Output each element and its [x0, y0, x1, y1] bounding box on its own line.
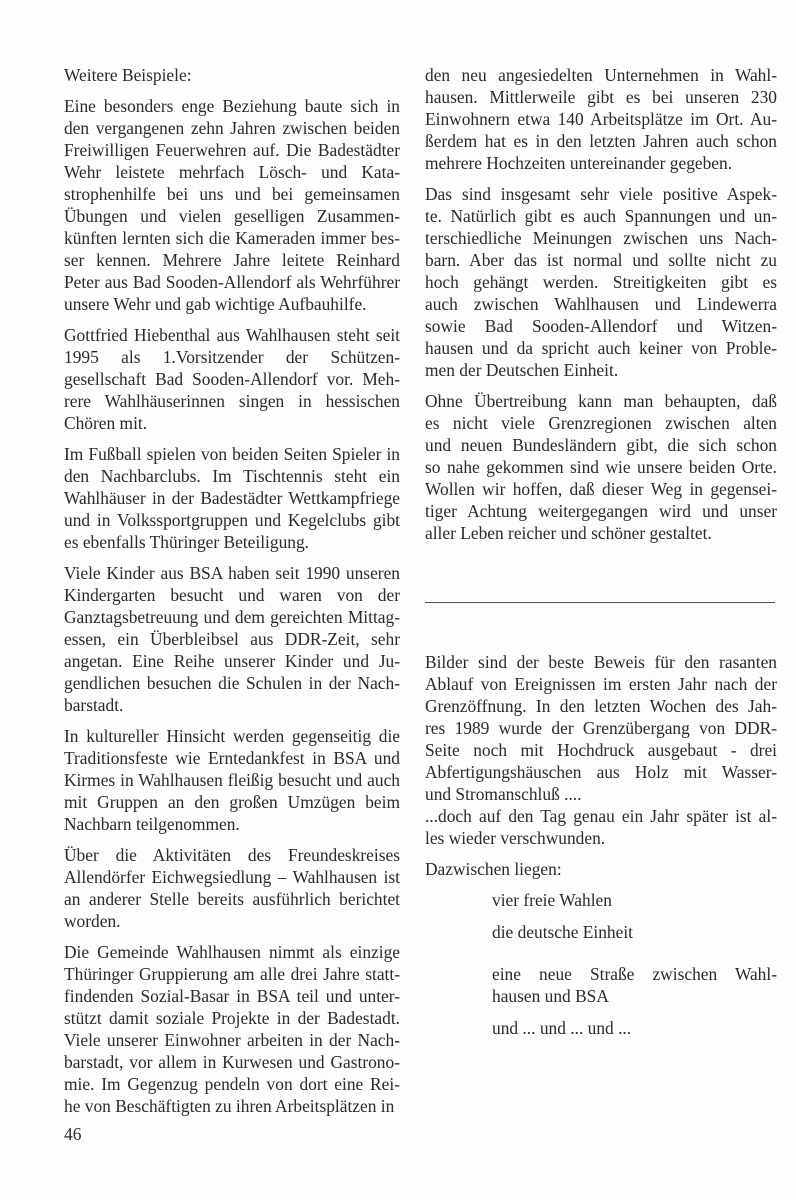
list-item — [492, 889, 777, 911]
page-number: 46 — [64, 1124, 82, 1144]
paragraph — [64, 443, 400, 553]
text-line: und neuen Bundesländern gibt, die sich schon — [425, 435, 777, 455]
text-line: Ablauf von Ereignissen im ersten Jahr nach der — [425, 674, 777, 694]
section-heading: Weitere Beispiele: — [64, 65, 192, 85]
text-line: an anderer Stelle bereits ausführlich berichtet — [64, 889, 400, 909]
paragraph — [64, 562, 400, 716]
text-line: mit Gruppen an den großen Umzügen beim — [64, 792, 400, 812]
text-line: te. Natürlich gibt es auch Spannungen und un- — [425, 206, 777, 226]
text-line: Einwohnern etwa 140 Arbeitsplätze im Ort. Au- — [425, 109, 777, 129]
text-line: essen, ein Überbleibsel aus DDR-Zeit, sehr — [64, 629, 400, 649]
paragraph — [425, 183, 777, 381]
paragraph — [64, 844, 400, 932]
paragraph — [425, 651, 777, 849]
text-line: Wahlhäuser in der Badestädter Wettkampfriege — [64, 488, 400, 508]
paragraph — [64, 324, 400, 434]
text-line: vier freie Wahlen — [492, 890, 612, 910]
text-line: Allendörfer Eichwegsiedlung – Wahlhausen ist — [64, 867, 400, 887]
text-line: Im Fußball spielen von beiden Seiten Spieler in — [64, 444, 400, 464]
left-column — [64, 64, 400, 1126]
text-line: 1995 als 1.Vorsitzender der Schützen- — [64, 347, 400, 367]
text-line: so nahe gekommen sind wie unsere beiden Orte. — [425, 457, 777, 477]
text-line: und Stromanschluß .... — [425, 784, 582, 804]
paragraph — [64, 725, 400, 835]
text-line: barn. Aber das ist normal und sollte nicht zu — [425, 250, 777, 270]
paragraph — [425, 858, 777, 880]
text-line: auch zwischen Wahlhausen und Lindewerra — [425, 294, 777, 314]
paragraph — [425, 64, 777, 174]
text-line: Gottfried Hiebenthal aus Wahlhausen steht seit — [64, 325, 400, 345]
text-line: findenden Sozial-Basar in BSA teil und unter- — [64, 986, 400, 1006]
indented-list — [492, 889, 777, 1039]
horizontal-divider — [425, 602, 775, 603]
text-line: Nachbarn teilgenommen. — [64, 814, 240, 834]
text-line: gendlichen besuchen die Schulen in der Nach- — [64, 673, 400, 693]
text-line: les wieder verschwunden. — [425, 828, 606, 848]
text-line: Wehr leistete mehrfach Lösch- und Kata- — [64, 162, 400, 182]
text-line: barstadt. — [64, 695, 124, 715]
text-line: In kultureller Hinsicht werden gegenseitig die — [64, 726, 400, 746]
text-line: es nicht viele Grenzregionen zwischen alten — [425, 413, 777, 433]
text-line: mehrere Hochzeiten untereinander gegeben. — [425, 153, 733, 173]
right-column — [425, 64, 777, 553]
text-line: Wollen wir hoffen, daß dieser Weg in gegensei- — [425, 479, 777, 499]
text-line: Kindergarten besucht und waren von der — [64, 585, 400, 605]
text-line: he von Beschäftigten zu ihren Arbeitsplätzen in — [64, 1096, 395, 1116]
text-line: Ganztagsbetreuung und dem gereichten Mittag- — [64, 607, 400, 627]
text-line: Bilder sind der beste Beweis für den rasanten — [425, 652, 777, 672]
text-line: Seite noch mit Hochdruck ausgebaut - drei — [425, 740, 777, 760]
text-line: rere Wahlhäuserinnen singen in hessischen — [64, 391, 400, 411]
text-line: men der Deutschen Einheit. — [425, 360, 619, 380]
text-line: Peter aus Bad Sooden-Allendorf als Wehrführer — [64, 272, 400, 292]
text-line: Eine besonders enge Beziehung baute sich in — [64, 96, 400, 116]
text-line: die deutsche Einheit — [492, 922, 634, 942]
text-line: strophenhilfe bei uns und bei gemeinsamen — [64, 184, 400, 204]
text-line: Das sind insgesamt sehr viele positive Aspek- — [425, 184, 777, 204]
text-line: Ohne Übertreibung kann man behaupten, daß — [425, 391, 777, 411]
list-item — [492, 1017, 777, 1039]
text-line: Die Gemeinde Wahlhausen nimmt als einzige — [64, 942, 400, 962]
text-line: mie. Im Gegenzug pendeln von dort eine Rei- — [64, 1074, 400, 1094]
text-line: Viele Kinder aus BSA haben seit 1990 unseren — [64, 563, 400, 583]
text-line: hoch gehängt werden. Streitigkeiten gibt es — [425, 272, 777, 292]
paragraph — [64, 941, 400, 1117]
text-line: Viele unserer Einwohner arbeiten in der Nach- — [64, 1030, 400, 1050]
text-line: gesellschaft Bad Sooden-Allendorf vor. Meh- — [64, 369, 400, 389]
text-line: ...doch auf den Tag genau ein Jahr später ist al- — [425, 806, 777, 826]
text-line: terschiedliche Meinungen zwischen uns Nach- — [425, 228, 777, 248]
text-line: barstadt, vor allem in Kurwesen und Gastrono- — [64, 1052, 400, 1072]
text-line: hausen. Mittlerweile gibt es bei unseren 230 — [425, 87, 777, 107]
text-line: künften lernten sich die Kameraden immer bes- — [64, 228, 400, 248]
text-line: hausen und da spricht auch keiner von Proble- — [425, 338, 777, 358]
paragraph — [64, 95, 400, 315]
text-line: ser kennen. Mehrere Jahre leitete Reinhard — [64, 250, 400, 270]
text-line: Dazwischen liegen: — [425, 859, 562, 879]
paragraph — [425, 390, 777, 544]
text-line: Grenzöffnung. In den letzten Wochen des Jah- — [425, 696, 777, 716]
text-line: res 1989 wurde der Grenzübergang von DDR- — [425, 718, 777, 738]
text-line: den neu angesiedelten Unternehmen in Wahl- — [425, 65, 777, 85]
text-line: sowie Bad Sooden-Allendorf und Witzen- — [425, 316, 777, 336]
text-line: tiger Achtung weitergegangen wird und unser — [425, 501, 777, 521]
text-line: es ebenfalls Thüringer Beteiligung. — [64, 532, 310, 552]
text-line: eine neue Straße zwischen Wahl- — [492, 964, 777, 984]
text-line: und ... und ... und ... — [492, 1018, 632, 1038]
text-line: angetan. Eine Reihe unserer Kinder und Ju- — [64, 651, 400, 671]
text-line: worden. — [64, 911, 121, 931]
text-line: Über die Aktivitäten des Freundeskreises — [64, 845, 400, 865]
text-line: den vergangenen zehn Jahren zwischen beiden — [64, 118, 400, 138]
text-line: den Nachbarclubs. Im Tischtennis steht ein — [64, 466, 400, 486]
text-line: Freiwilligen Feuerwehren auf. Die Badestädter — [64, 140, 400, 160]
text-line: Thüringer Gruppierung am alle drei Jahre statt- — [64, 964, 400, 984]
text-line: und in Volkssportgruppen und Kegelclubs gibt — [64, 510, 400, 530]
text-line: Übungen und vielen geselligen Zusammen- — [64, 206, 400, 226]
caption-block — [425, 651, 777, 1049]
list-item — [492, 963, 777, 1007]
text-line: aller Leben reicher und schöner gestaltet. — [425, 523, 712, 543]
list-item — [492, 921, 777, 943]
text-line: Chören mit. — [64, 413, 148, 433]
text-line: ßerdem hat es in den letzten Jahren auch schon — [425, 131, 777, 151]
text-line: Kirmes in Wahlhausen fleißig besucht und auch — [64, 770, 400, 790]
text-line: unsere Wehr und gab wichtige Aufbauhilfe. — [64, 294, 367, 314]
text-line: Abfertigungshäuschen aus Holz mit Wasser- — [425, 762, 777, 782]
text-line: stützt damit soziale Projekte in der Badestadt. — [64, 1008, 400, 1028]
text-line: hausen und BSA — [492, 986, 609, 1006]
text-line: Traditionsfeste wie Erntedankfest in BSA und — [64, 748, 400, 768]
